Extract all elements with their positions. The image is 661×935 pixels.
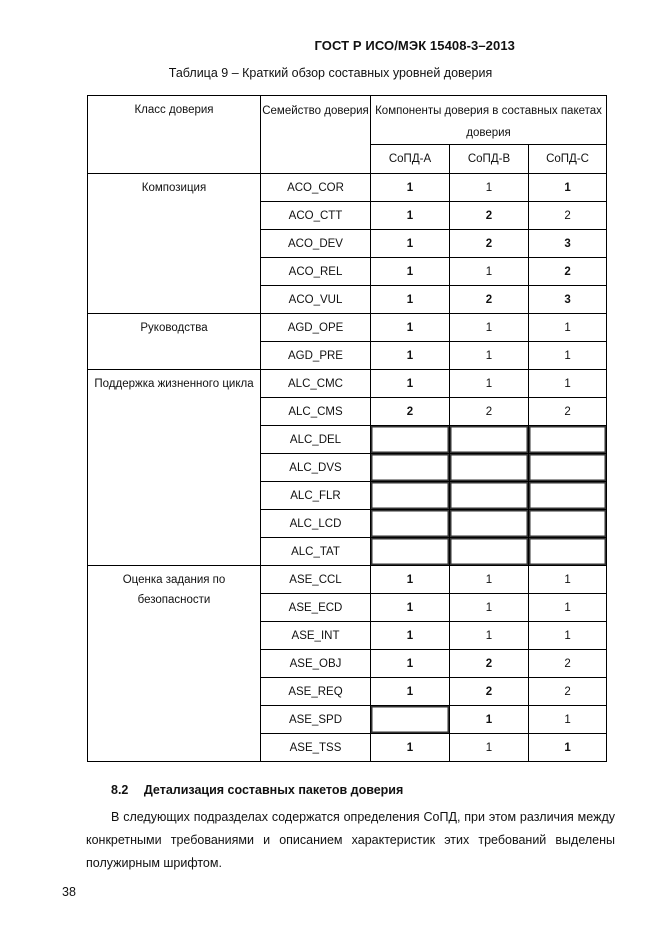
family-cell: ACO_CTT — [261, 202, 371, 230]
family-cell: ALC_DEL — [261, 426, 371, 454]
family-cell: ALC_CMS — [261, 398, 371, 426]
component-value-cell: 1 — [529, 370, 607, 398]
component-value-cell: 2 — [450, 398, 529, 426]
component-value-cell: 1 — [371, 734, 450, 762]
component-value-cell: 1 — [371, 314, 450, 342]
component-value-cell: 1 — [371, 622, 450, 650]
component-value-cell — [450, 426, 529, 454]
class-cell: Композиция — [88, 174, 261, 314]
component-value-cell — [529, 454, 607, 482]
header-package-b: СоПД-В — [450, 145, 529, 174]
document-code: ГОСТ Р ИСО/МЭК 15408-3–2013 — [314, 38, 515, 53]
component-value-cell: 1 — [450, 566, 529, 594]
component-value-cell: 1 — [450, 622, 529, 650]
component-value-cell: 1 — [450, 370, 529, 398]
component-value-cell: 1 — [450, 174, 529, 202]
family-cell: ALC_DVS — [261, 454, 371, 482]
component-value-cell: 1 — [529, 594, 607, 622]
component-value-cell — [529, 538, 607, 566]
component-value-cell: 1 — [371, 202, 450, 230]
component-value-cell — [371, 482, 450, 510]
component-value-cell: 2 — [450, 286, 529, 314]
component-value-cell: 1 — [371, 258, 450, 286]
table-header-row — [88, 96, 607, 145]
class-cell: Оценка задания по безопасности — [88, 566, 261, 762]
component-value-cell: 1 — [450, 314, 529, 342]
header-components: Компоненты доверия в составных пакетах доверия — [371, 96, 607, 145]
component-value-cell: 1 — [371, 174, 450, 202]
component-value-cell: 1 — [529, 706, 607, 734]
class-cell: Руководства — [88, 314, 261, 370]
family-cell: ALC_FLR — [261, 482, 371, 510]
component-value-cell: 3 — [529, 230, 607, 258]
component-value-cell: 1 — [371, 650, 450, 678]
component-value-cell — [371, 538, 450, 566]
component-value-cell: 1 — [450, 734, 529, 762]
component-value-cell: 2 — [529, 650, 607, 678]
component-value-cell — [450, 538, 529, 566]
family-cell: ASE_INT — [261, 622, 371, 650]
component-value-cell: 2 — [371, 398, 450, 426]
family-cell: ACO_REL — [261, 258, 371, 286]
family-cell: ALC_TAT — [261, 538, 371, 566]
component-value-cell: 3 — [529, 286, 607, 314]
family-cell: AGD_OPE — [261, 314, 371, 342]
header-package-a: СоПД-А — [371, 145, 450, 174]
component-value-cell — [371, 706, 450, 734]
family-cell: ASE_CCL — [261, 566, 371, 594]
component-value-cell: 2 — [529, 678, 607, 706]
component-value-cell: 2 — [529, 202, 607, 230]
table-row — [88, 566, 607, 594]
component-value-cell — [371, 454, 450, 482]
component-value-cell: 1 — [529, 622, 607, 650]
component-value-cell: 1 — [529, 342, 607, 370]
section-title: Детализация составных пакетов доверия — [143, 783, 404, 797]
component-value-cell: 1 — [529, 566, 607, 594]
component-value-cell: 1 — [371, 678, 450, 706]
family-cell: ASE_TSS — [261, 734, 371, 762]
component-value-cell: 1 — [371, 594, 450, 622]
section-number: 8.2 — [111, 783, 129, 797]
component-value-cell — [529, 510, 607, 538]
header-family: Семейство доверия — [261, 96, 371, 174]
component-value-cell: 1 — [371, 230, 450, 258]
family-cell: ACO_COR — [261, 174, 371, 202]
component-value-cell: 1 — [371, 286, 450, 314]
component-value-cell — [529, 426, 607, 454]
header-package-c: СоПД-С — [529, 145, 607, 174]
component-value-cell: 1 — [450, 342, 529, 370]
family-cell: ALC_LCD — [261, 510, 371, 538]
component-value-cell: 1 — [371, 342, 450, 370]
assurance-levels-table — [87, 95, 607, 762]
table-row — [88, 314, 607, 342]
component-value-cell: 2 — [450, 230, 529, 258]
component-value-cell — [450, 482, 529, 510]
section-paragraph: В следующих подразделах содержатся определения СоПД, при этом различия между конкретными требованиями и описанием характеристик этих требований выделены полужирным шрифтом. — [86, 810, 615, 870]
component-value-cell: 1 — [450, 258, 529, 286]
table-row — [88, 174, 607, 202]
component-value-cell — [450, 510, 529, 538]
family-cell: ASE_ECD — [261, 594, 371, 622]
component-value-cell: 1 — [371, 370, 450, 398]
family-cell: ASE_OBJ — [261, 650, 371, 678]
component-value-cell: 2 — [450, 678, 529, 706]
table-body — [88, 96, 607, 762]
component-value-cell: 1 — [529, 734, 607, 762]
family-cell: ACO_VUL — [261, 286, 371, 314]
component-value-cell — [450, 454, 529, 482]
family-cell: ACO_DEV — [261, 230, 371, 258]
page-number: 38 — [62, 885, 76, 899]
class-cell: Поддержка жизненного цикла — [88, 370, 261, 566]
family-cell: ASE_SPD — [261, 706, 371, 734]
table-caption: Таблица 9 – Краткий обзор составных уровней доверия — [168, 66, 493, 80]
component-value-cell — [529, 482, 607, 510]
component-value-cell: 2 — [450, 650, 529, 678]
component-value-cell: 1 — [450, 594, 529, 622]
family-cell: ALC_CMC — [261, 370, 371, 398]
component-value-cell: 1 — [450, 706, 529, 734]
component-value-cell: 1 — [529, 314, 607, 342]
component-value-cell: 2 — [529, 258, 607, 286]
family-cell: ASE_REQ — [261, 678, 371, 706]
component-value-cell — [371, 510, 450, 538]
family-cell: AGD_PRE — [261, 342, 371, 370]
component-value-cell — [371, 426, 450, 454]
component-value-cell: 2 — [529, 398, 607, 426]
table-row — [88, 370, 607, 398]
section-heading — [111, 783, 403, 797]
header-class: Класс доверия — [88, 96, 261, 174]
component-value-cell: 1 — [371, 566, 450, 594]
component-value-cell: 2 — [450, 202, 529, 230]
component-value-cell: 1 — [529, 174, 607, 202]
